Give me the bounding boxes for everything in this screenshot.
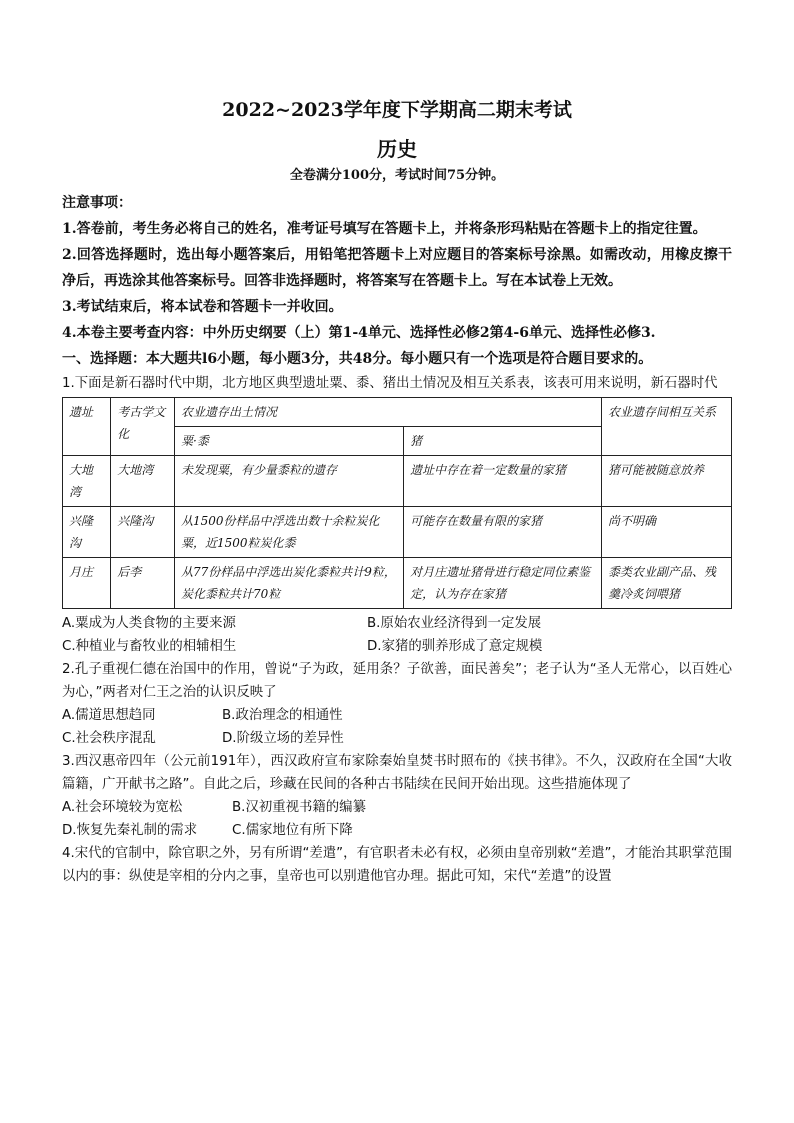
- table-row: [63, 456, 732, 507]
- option-b[interactable]: B.政治理念的相通性: [222, 708, 343, 723]
- exam-meta: 全卷满分100分，考试时间75分钟。: [289, 168, 505, 183]
- table-header-site: 遗址: [63, 398, 111, 456]
- question-3-stem: 3.西汉惠帝四年（公元前191年），西汉政府宣布家除秦始皇焚书时照布的《挟书律》。不久，汉政府在全国“大收篇籍，广开献书之路”。自此之后，珍藏在民间的各种古书陆续在民间开始出现。这些措施体现了: [62, 754, 732, 792]
- table-cell: 对月庄遗址猪骨进行稳定同位素鉴定，认为存在家猪: [404, 558, 602, 609]
- table-cell: 从1500份样品中浮选出数十余粒炭化粟，近1500粒炭化黍: [175, 507, 404, 558]
- table-cell: 月庄: [63, 558, 111, 609]
- question-4-stem: 4.宋代的官制中，除官职之外，另有所谓“差遣”，有官职者未必有权，必须由皇帝别敕“差遣”，才能治其职掌范围以内的事：纵使是宰相的分内之事，皇帝也可以别遣他官办理。据此可知，宋代“差遣”的设置: [62, 846, 732, 884]
- table-cell: 遗址中存在着一定数量的家猪: [404, 456, 602, 507]
- option-c[interactable]: C.社会秩序混乱: [62, 731, 156, 746]
- option-d[interactable]: D.家猪的驯养形成了意定规模: [367, 639, 543, 654]
- question-1-options-row-2: [62, 635, 732, 658]
- table-header-remains: 农业遗存出土情况: [175, 398, 602, 427]
- table-cell: 黍类农业副产品、残羹冷炙饲喂猪: [601, 558, 731, 609]
- table-header-pig: 猪: [404, 427, 602, 456]
- table-cell: 猪可能被随意放养: [601, 456, 731, 507]
- exam-subject: 历史: [377, 137, 417, 161]
- option-a[interactable]: A.社会环境较为宽松: [62, 800, 183, 815]
- table-row: [63, 507, 732, 558]
- table-cell: 从77份样品中浮选出炭化黍粒共计9粒，炭化黍粒共计70粒: [175, 558, 404, 609]
- question-1-table: [62, 397, 732, 609]
- notice-item-4: 4.本卷主要考查内容：中外历史纲要（上）第1-4单元、选择性必修2第4-6单元、选择性必修3.: [62, 325, 656, 341]
- option-a[interactable]: A.粟成为人类食物的主要来源: [62, 616, 236, 631]
- notice-item-1: 1.答卷前，考生务必将自己的姓名，准考证号填写在答题卡上，并将条形玛粘贴在答题卡上的指定往置。: [62, 221, 707, 237]
- question-2-options-row-2: [62, 727, 732, 750]
- notice-item-2: 2.回答选择题时，选出每小题答案后，用铅笔把答题卡上对应题目的答案标号涂黑。如需改动，用橡皮擦干净后，再选涂其他答案标号。回答非选择题时，将答案写在答题卡上。写在本试卷上无效。: [62, 247, 732, 289]
- exam-title: 2022~2023学年度下学期高二期末考试: [222, 99, 572, 121]
- table-cell: 大地湾: [111, 456, 175, 507]
- table-cell: 尚不明确: [601, 507, 731, 558]
- table-cell: 可能存在数量有限的家猪: [404, 507, 602, 558]
- question-3-options-row-1: [62, 796, 732, 819]
- question-2-stem: 2.孔子重视仁德在治国中的作用，曾说“子为政，延用条？子欲善，面民善矣”；老子认为“圣人无常心，以百姓心为心，”两者对仁王之治的认识反映了: [62, 662, 732, 700]
- question-1-stem: 1.下面是新石器时代中期，北方地区典型遗址粟、黍、猪出土情况及相互关系表，该表可用来说明，新石器时代: [62, 376, 718, 391]
- table-row: [63, 558, 732, 609]
- question-1-options-row-1: [62, 612, 732, 635]
- option-a[interactable]: A.儒道思想趋同: [62, 708, 156, 723]
- table-cell: 兴隆沟: [63, 507, 111, 558]
- option-b[interactable]: B.原始农业经济得到一定发展: [367, 616, 542, 631]
- table-cell: 兴隆沟: [111, 507, 175, 558]
- table-cell: 大地湾: [63, 456, 111, 507]
- option-d[interactable]: D.恢复先秦礼制的需求: [62, 823, 198, 838]
- notice-block: [62, 190, 732, 372]
- table-header-culture: 考古学文化: [111, 398, 175, 456]
- table-header-grain: 粟·黍: [175, 427, 404, 456]
- question-3-options-row-2: [62, 819, 732, 842]
- option-d[interactable]: D.阶级立场的差异性: [222, 731, 344, 746]
- table-header-relation: 农业遗存间相互关系: [601, 398, 731, 456]
- section-heading: 一、选择题：本大题共l6小题，每小题3分，共48分。每小题只有一个选项是符合题目要求的。: [62, 351, 653, 367]
- option-b[interactable]: B.汉初重视书籍的编纂: [232, 800, 366, 815]
- table-cell: 后李: [111, 558, 175, 609]
- notice-heading: 注意事项：: [62, 195, 132, 211]
- question-2-options-row-1: [62, 704, 732, 727]
- notice-item-3: 3.考试结束后，将本试卷和答题卡一并收回。: [62, 299, 343, 315]
- exam-page: [62, 96, 732, 888]
- table-cell: 未发现粟，有少量黍粒的遗存: [175, 456, 404, 507]
- option-c[interactable]: C.种植业与畜牧业的相辅相生: [62, 639, 237, 654]
- option-c[interactable]: C.儒家地位有所下降: [232, 823, 353, 838]
